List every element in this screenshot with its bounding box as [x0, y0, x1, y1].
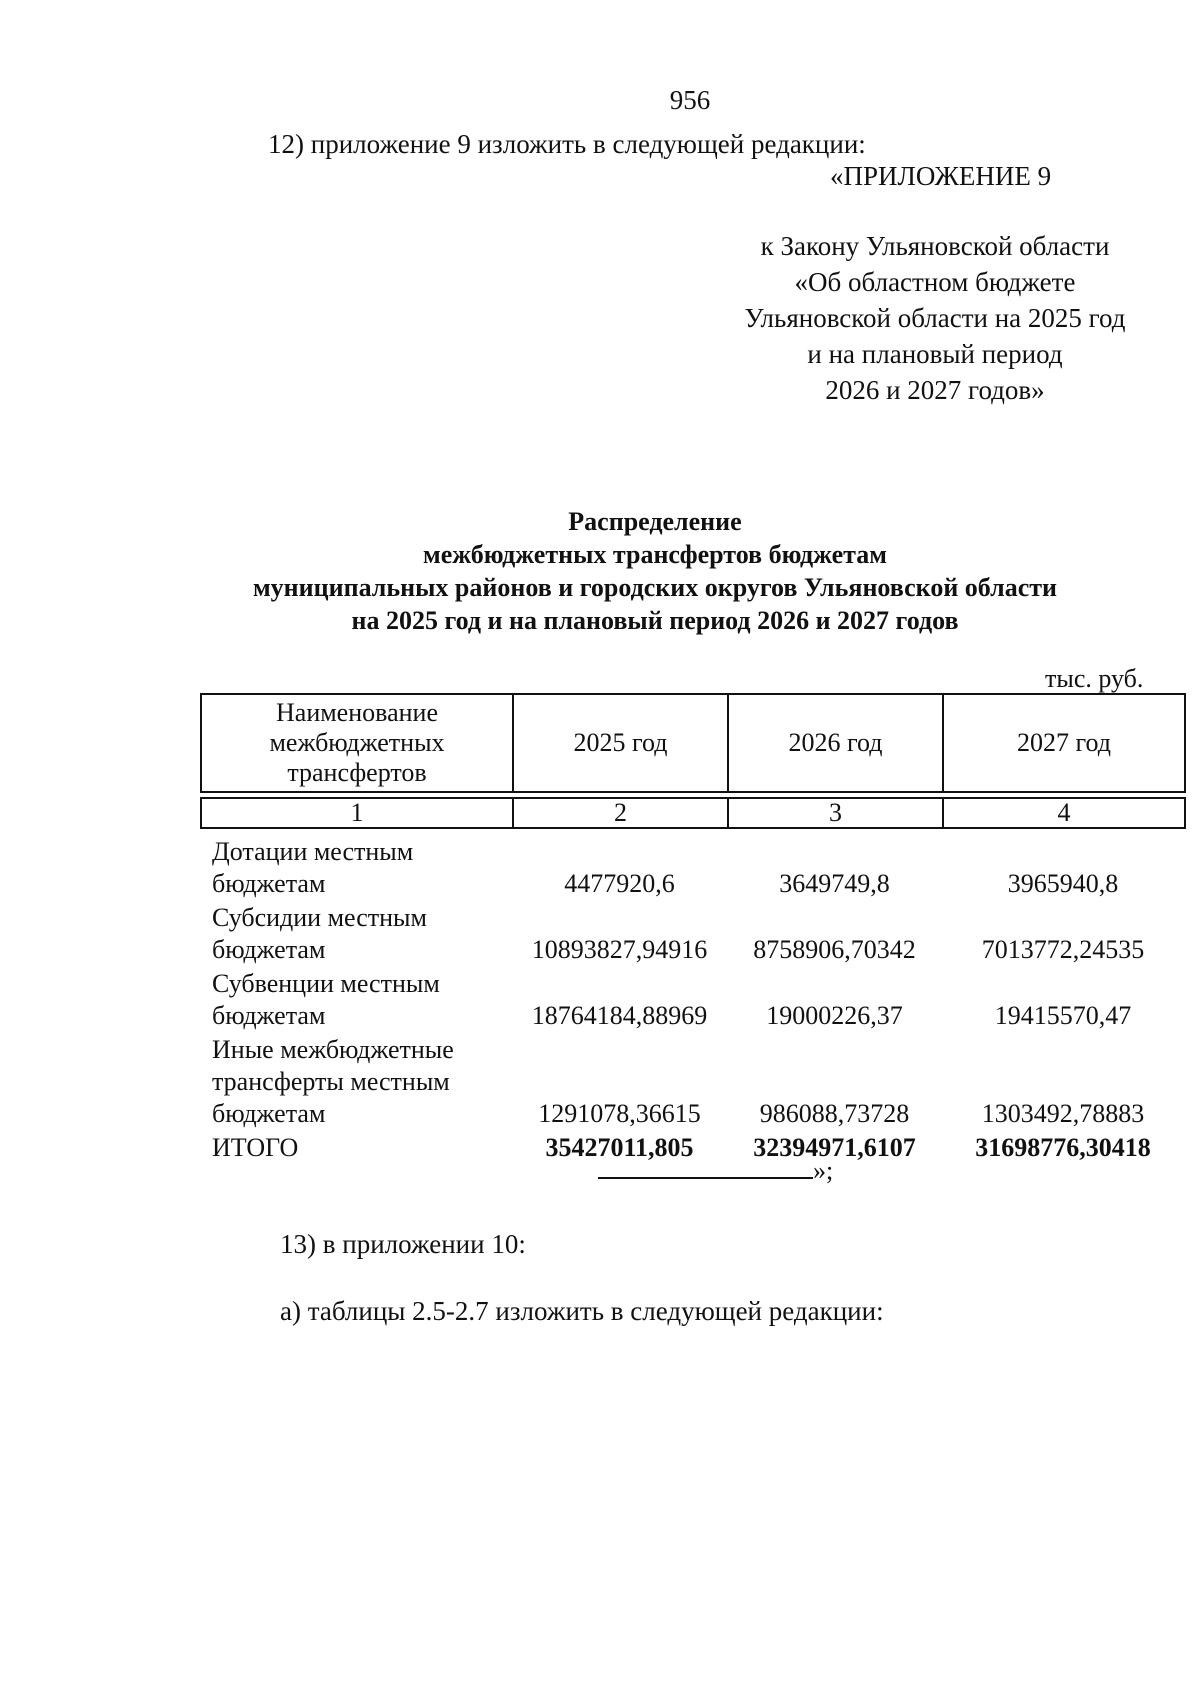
table-header	[200, 693, 1186, 829]
total-2026: 32394971,6107	[753, 1133, 916, 1162]
title-line: межбюджетных трансфертов бюджетам	[423, 540, 887, 569]
appendix-label: «ПРИЛОЖЕНИЕ 9	[830, 161, 1052, 191]
table-row	[212, 902, 1184, 968]
row-name: Субвенции местным бюджетам	[212, 969, 440, 1030]
header-cell-2027: 2027 год	[943, 694, 1185, 792]
law-reference-line: 2026 и 2027 годов»	[825, 375, 1045, 405]
row-name: Дотации местным бюджетам	[212, 837, 414, 898]
law-reference-line: и на плановый период	[807, 339, 1063, 369]
title-line: на 2025 год и на плановый период 2026 и 2027 годов	[351, 606, 959, 635]
law-reference-line: к Закону Ульяновской области	[760, 231, 1110, 261]
value-2027: 1303492,78883	[981, 1099, 1145, 1128]
table-row	[212, 836, 1184, 902]
item-13-text: 13) в приложении 10:	[280, 1229, 526, 1259]
value-2027: 19415570,47	[994, 1001, 1132, 1030]
value-2026: 986088,73728	[759, 1099, 910, 1128]
law-reference-line: Ульяновской области на 2025 год	[744, 303, 1126, 333]
column-number: 1	[201, 798, 513, 828]
value-2025: 1291078,36615	[538, 1099, 701, 1128]
table-row	[212, 968, 1184, 1034]
value-2026: 3649749,8	[779, 869, 890, 898]
title-line: муниципальных районов и городских округов Ульяновской области	[252, 573, 1058, 602]
item-12-text: 12) приложение 9 изложить в следующей редакции:	[268, 129, 866, 159]
row-name: Субсидии местным бюджетам	[212, 903, 427, 964]
closing-line	[598, 1155, 833, 1188]
value-2025: 10893827,94916	[531, 935, 708, 964]
law-reference-line: «Об областном бюджете	[794, 267, 1076, 297]
value-2027: 3965940,8	[1007, 869, 1119, 898]
total-2025: 35427011,805	[545, 1133, 694, 1162]
item-13a-text: а) таблицы 2.5-2.7 изложить в следующей редакции:	[280, 1296, 884, 1326]
column-number: 3	[728, 798, 943, 828]
units-label: тыс. руб.	[1045, 664, 1144, 693]
page-number: 956	[669, 85, 711, 115]
total-label: ИТОГО	[212, 1133, 299, 1162]
document-title	[180, 505, 1130, 637]
header-cell-name: Наименование межбюджетных трансфертов	[201, 694, 513, 792]
value-2026: 8758906,70342	[753, 935, 916, 964]
closing-mark: »;	[813, 1156, 834, 1185]
row-name: Иные межбюджетные трансферты местным бюджетам	[212, 1035, 454, 1128]
value-2026: 19000226,37	[766, 1001, 903, 1030]
value-2025: 4477920,6	[564, 869, 675, 898]
column-number: 4	[943, 798, 1185, 828]
value-2027: 7013772,24535	[981, 935, 1145, 964]
total-2027: 31698776,30418	[975, 1133, 1151, 1162]
closing-rule	[598, 1155, 813, 1179]
transfers-table	[212, 836, 1184, 1164]
header-cell-2025: 2025 год	[513, 694, 728, 792]
value-2025: 18764184,88969	[531, 1001, 708, 1030]
header-cell-2026: 2026 год	[728, 694, 943, 792]
table-row	[212, 1034, 1184, 1132]
law-reference	[700, 228, 1170, 408]
title-line: Распределение	[568, 507, 742, 536]
column-number: 2	[513, 798, 728, 828]
